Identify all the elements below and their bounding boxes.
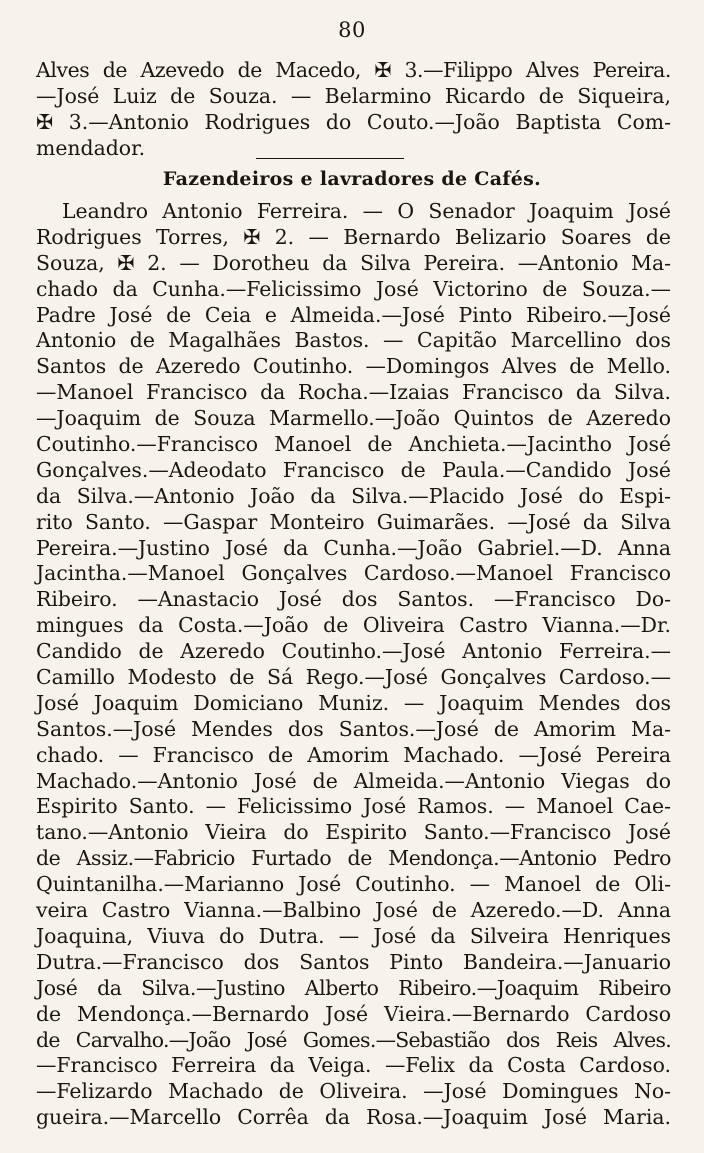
- text-line: Padre José de Ceia e Almeida.—José Pinto Ribeiro.—José: [36, 302, 671, 327]
- text-line: —José Luiz de Souza. — Belarmino Ricardo de Siqueira,: [36, 83, 671, 108]
- text-line: da Silva.—Antonio João da Silva.—Placido José do Espi-: [36, 483, 671, 508]
- intro-paragraph: [36, 58, 671, 162]
- text-line: Leandro Antonio Ferreira. — O Senador Joaquim José: [62, 199, 671, 223]
- text-line: veira Castro Vianna.—Balbino José de Azeredo.—D. Anna: [36, 898, 671, 923]
- text-line: de Carvalho.—João José Gomes.—Sebastião dos Reis Alves.: [36, 1027, 671, 1052]
- page-number: 80: [338, 18, 366, 42]
- text-line: Coutinho.—Francisco Manoel de Anchieta.—Jacintho José: [36, 432, 671, 457]
- text-line: Joaquina, Viuva do Dutra. — José da Silveira Henriques: [36, 923, 671, 948]
- text-line: ✠ 3.—Antonio Rodrigues do Couto.—João Baptista Com-: [36, 109, 671, 134]
- text-line: rito Santo. —Gaspar Monteiro Guimarães. —José da Silva: [36, 509, 671, 534]
- text-line: —Joaquim de Souza Marmello.—João Quintos de Azeredo: [36, 406, 671, 431]
- section-heading: Fazendeiros e lavradores de Cafés.: [162, 168, 542, 190]
- text-line: —Manoel Francisco da Rocha.—Izaias Francisco da Silva.: [36, 380, 671, 405]
- text-line: José Joaquim Domiciano Muniz. — Joaquim Mendes dos: [36, 690, 671, 715]
- section-divider-rule: [256, 158, 404, 159]
- text-line: Jacintha.—Manoel Gonçalves Cardoso.—Manoel Francisco: [36, 561, 671, 586]
- names-paragraph: [36, 199, 671, 1131]
- text-line: mingues da Costa.—João de Oliveira Castro Vianna.—Dr.: [36, 613, 671, 638]
- text-line: Gonçalves.—Adeodato Francisco de Paula.—Candido José: [36, 457, 671, 482]
- text-line: Souza, ✠ 2. — Dorotheu da Silva Pereira. —Antonio Ma-: [36, 250, 671, 275]
- text-line: Dutra.—Francisco dos Santos Pinto Bandeira.—Januario: [36, 949, 671, 974]
- text-line: Santos de Azeredo Coutinho. —Domingos Alves de Mello.: [36, 354, 671, 379]
- text-line: gueira.—Marcello Corrêa da Rosa.—Joaquim José Maria.: [36, 1105, 671, 1130]
- text-line: Candido de Azeredo Coutinho.—José Antonio Ferreira.—: [36, 639, 671, 664]
- text-line: Rodrigues Torres, ✠ 2. — Bernardo Belizario Soares de: [36, 224, 671, 249]
- text-line: chado da Cunha.—Felicissimo José Victorino de Souza.—: [36, 276, 671, 301]
- text-line: Ribeiro. —Anastacio José dos Santos. —Francisco Do-: [36, 587, 671, 612]
- text-line: Santos.—José Mendes dos Santos.—José de Amorim Ma-: [36, 716, 671, 741]
- text-line: chado. — Francisco de Amorim Machado. —José Pereira: [36, 742, 671, 767]
- text-line: tano.—Antonio Vieira do Espirito Santo.—Francisco José: [36, 820, 671, 845]
- text-line: Alves de Azevedo de Macedo, ✠ 3.—Filippo Alves Pereira.: [36, 58, 671, 82]
- text-line: Pereira.—Justino José da Cunha.—João Gabriel.—D. Anna: [36, 535, 671, 560]
- text-line: Machado.—Antonio José de Almeida.—Antonio Viegas do: [36, 768, 671, 793]
- text-line: —Francisco Ferreira da Veiga. —Felix da Costa Cardoso.: [36, 1053, 671, 1078]
- text-line: Espirito Santo. — Felicissimo José Ramos. — Manoel Cae-: [36, 794, 671, 819]
- text-line: —Felizardo Machado de Oliveira. —José Domingues No-: [36, 1079, 671, 1104]
- text-line: Antonio de Magalhães Bastos. — Capitão Marcellino dos: [36, 328, 671, 353]
- text-line: de Assiz.—Fabricio Furtado de Mendonça.—Antonio Pedro: [36, 846, 671, 871]
- text-line: Quintanilha.—Marianno José Coutinho. — Manoel de Oli-: [36, 872, 671, 897]
- text-line: mendador.: [36, 135, 146, 160]
- text-line: Camillo Modesto de Sá Rego.—José Gonçalves Cardoso.—: [36, 665, 671, 690]
- text-line: de Mendonça.—Bernardo José Vieira.—Bernardo Cardoso: [36, 1001, 671, 1026]
- text-line: José da Silva.—Justino Alberto Ribeiro.—Joaquim Ribeiro: [36, 975, 671, 1000]
